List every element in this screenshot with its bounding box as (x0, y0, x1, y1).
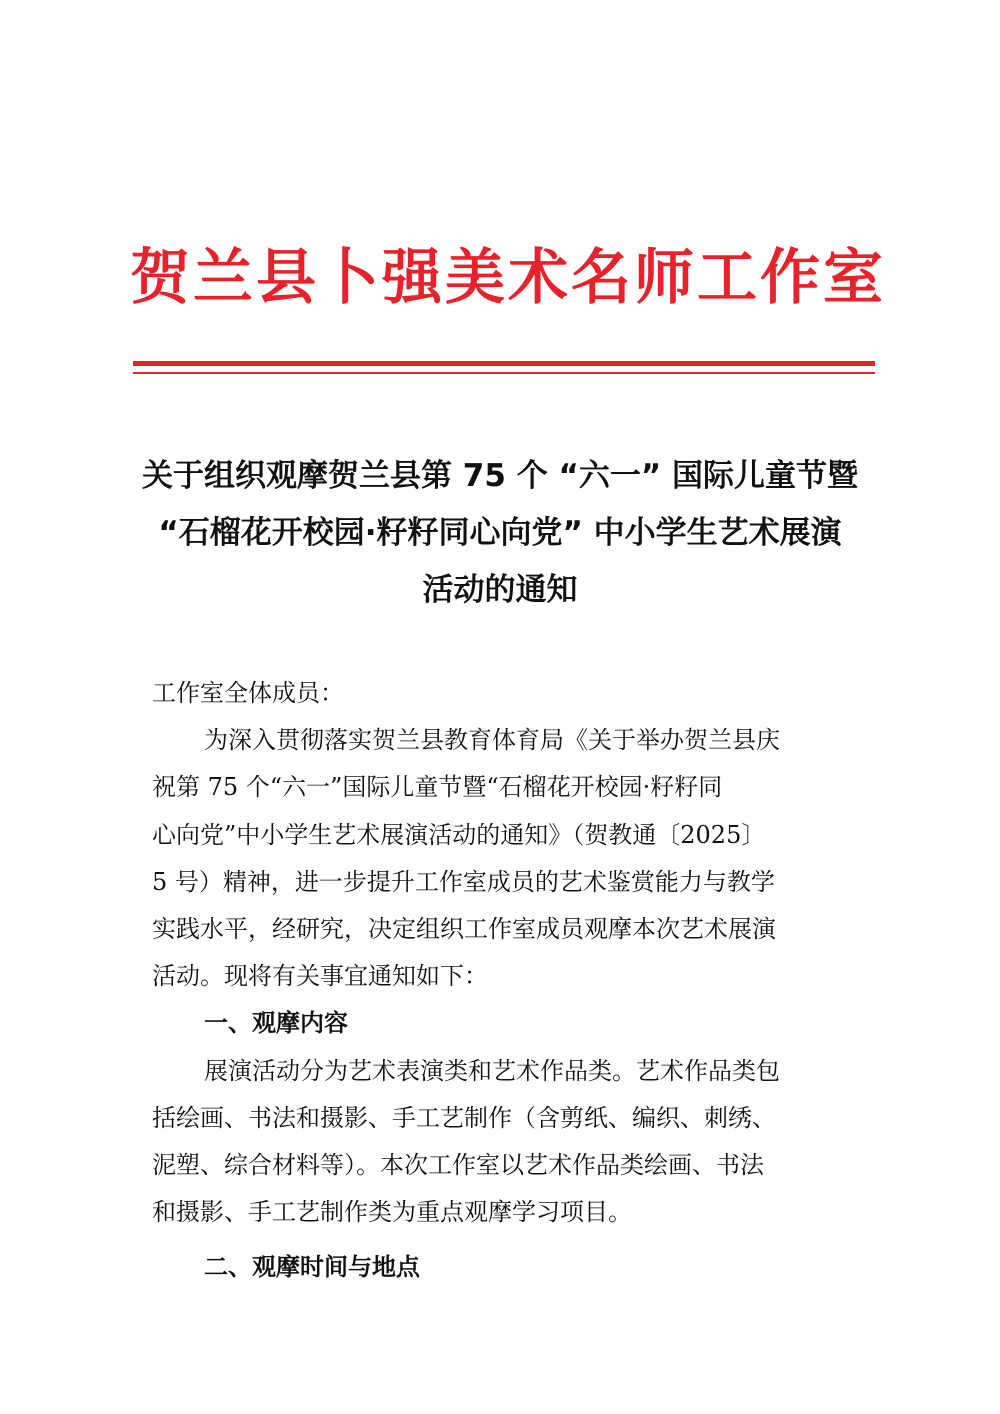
notice-body (152, 670, 852, 1291)
header-rule-thick (133, 361, 875, 366)
paragraph-line: 括绘画、书法和摄影、手工艺制作（含剪纸、编织、刺绣、 (152, 1103, 776, 1132)
paragraph-line: 实践水平，经研究，决定组织工作室成员观摩本次艺术展演 (152, 914, 776, 943)
paragraph-line: 为深入贯彻落实贺兰县教育体育局《关于举办贺兰县庆 (204, 726, 780, 755)
notice-title-line: 活动的通知 (422, 572, 578, 608)
section-heading: 二、观摩时间与地点 (204, 1253, 420, 1282)
paragraph-line: 5 号）精神，进一步提升工作室成员的艺术鉴赏能力与教学 (152, 867, 775, 896)
notice-title-line: “石榴花开校园·籽籽同心向党” 中小学生艺术展演 (158, 515, 842, 551)
header-rule-thin (133, 372, 875, 374)
salutation: 工作室全体成员： (152, 679, 344, 707)
paragraph-line: 泥塑、综合材料等）。本次工作室以艺术作品类绘画、书法 (152, 1150, 764, 1179)
paragraph-line: 和摄影、手工艺制作类为重点观摩学习项目。 (152, 1198, 632, 1227)
paragraph-line: 心向党”中小学生艺术展演活动的通知》（贺教通〔2025〕 (152, 820, 766, 849)
section-heading: 一、观摩内容 (204, 1009, 348, 1038)
paragraph-line: 展演活动分为艺术表演类和艺术作品类。艺术作品类包 (204, 1056, 780, 1085)
notice-title-line: 关于组织观摩贺兰县第 75 个 “六一” 国际儿童节暨 (141, 458, 859, 494)
paragraph-line: 祝第 75 个“六一”国际儿童节暨“石榴花开校园·籽籽同 (152, 773, 723, 802)
notice-title (140, 448, 860, 619)
organization-title: 贺兰县卜强美术名师工作室 (130, 243, 886, 313)
paragraph-line: 活动。现将有关事宜通知如下： (152, 962, 488, 991)
